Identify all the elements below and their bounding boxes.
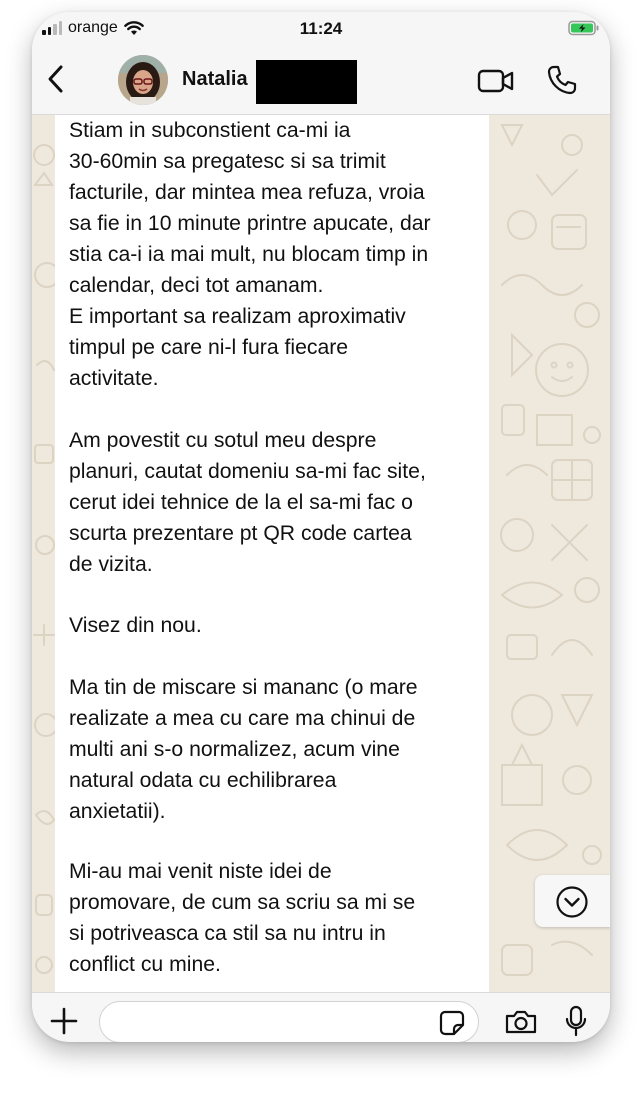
phone-screen	[32, 12, 610, 1042]
message-paragraph: Stiam in subconstient ca-mi ia 30-60min sa pregatesc si sa trimit facturile, dar mintea mea refuza, vroia sa fie in 10 minute printre apucate, dar stia ca-i ia mai mult, nu blocam timp in calendar, deci tot amanam. E important sa realizam aproximativ timpul pe care ni-l fura fiecare activitate.	[69, 119, 431, 390]
scroll-down-button[interactable]	[535, 875, 610, 927]
scroll-down-icon	[555, 885, 589, 919]
contact-name[interactable]: Natalia	[182, 68, 248, 90]
avatar[interactable]	[118, 55, 168, 105]
plus-icon[interactable]	[50, 1007, 78, 1040]
message-paragraph: Am povestit cu sotul meu despre planuri, cautat domeniu sa-mi fac site, cerut idei tehnice de la el sa-mi fac o scurta prezentare pt QR code cartea de vizita.	[69, 429, 426, 576]
phone-call-icon[interactable]	[546, 64, 578, 101]
message-bubble[interactable]	[55, 115, 489, 992]
composer-bar	[32, 992, 610, 1042]
redaction-bar	[256, 60, 357, 104]
video-call-icon[interactable]	[477, 68, 515, 99]
battery-icon	[568, 20, 600, 41]
clock: 11:24	[299, 19, 343, 38]
sticker-icon[interactable]	[439, 1010, 465, 1041]
status-bar	[32, 12, 610, 46]
chat-area[interactable]	[32, 115, 610, 992]
message-paragraph: Ma tin de miscare si mananc (o mare realizate a mea cu care ma chinui de multi ani s-o normalizez, acum vine natural odata cu echilibrarea anxietatii).	[69, 676, 418, 823]
microphone-icon[interactable]	[565, 1005, 587, 1042]
message-input[interactable]	[99, 1001, 479, 1042]
camera-icon[interactable]	[504, 1009, 538, 1040]
message-paragraph: Mi-au mai venit niste idei de promovare, de cum sa scriu sa mi se si potriveasca ca stil sa nu intru in conflict cu mine.	[69, 860, 416, 976]
message-paragraph: Visez din nou.	[69, 614, 202, 637]
chat-header	[32, 46, 610, 115]
carrier-name: orange	[68, 19, 118, 36]
back-chevron-icon[interactable]	[46, 64, 64, 99]
